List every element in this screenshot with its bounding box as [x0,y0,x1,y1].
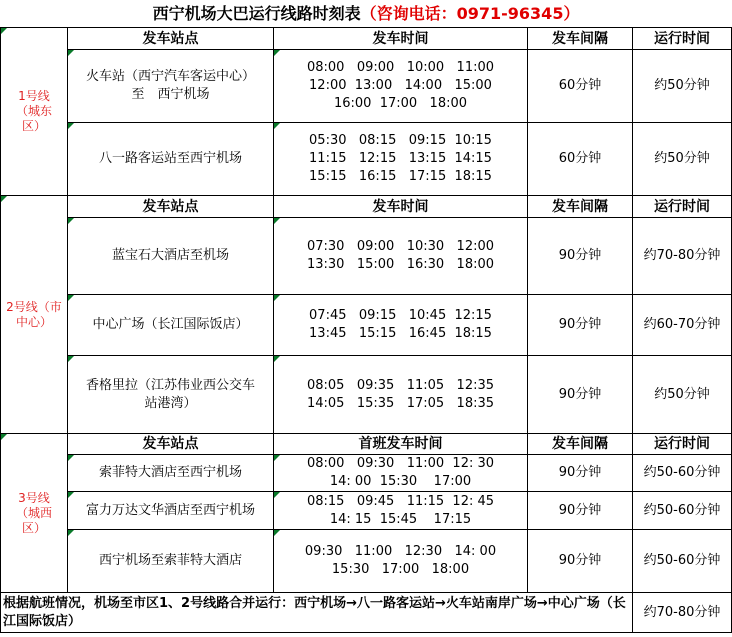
line3-header-row [1,434,732,455]
times-cell: 05:30 08:15 09:15 10:15 11:15 12:15 13:15 14:15 15:15 16:15 17:15 18:15 [274,123,528,196]
table-row [1,218,732,295]
duration-cell: 约50-60分钟 [633,455,732,492]
title-row [1,0,732,28]
station-cell: 中心广场（长江国际饭店） [68,295,274,356]
station-cell: 索菲特大酒店至西宁机场 [68,455,274,492]
line1-label: 1号线 （城东 区） [1,28,68,196]
interval-cell: 90分钟 [528,295,633,356]
header-interval: 发车间隔 [528,434,633,455]
header-time: 发车时间 [274,196,528,218]
hotline-text: （咨询电话：0971-96345） [360,3,580,23]
footer-note: 根据航班情况，机场至市区1、2号线路合并运行：西宁机场→八一路客运站→火车站南岸广场→中心广场（长江国际饭店） [1,593,633,633]
table-row [1,492,732,530]
station-cell: 香格里拉（江苏伟业西公交车 站港湾） [68,356,274,434]
table-row [1,530,732,593]
footer-duration: 约70-80分钟 [633,593,732,633]
station-cell: 火车站（西宁汽车客运中心） 至 西宁机场 [68,50,274,123]
times-cell: 07:30 09:00 10:30 12:00 13:30 15:00 16:30 18:00 [274,218,528,295]
interval-cell: 90分钟 [528,492,633,530]
interval-cell: 90分钟 [528,455,633,492]
times-cell: 07:45 09:15 10:45 12:15 13:45 15:15 16:45 18:15 [274,295,528,356]
table-row [1,50,732,123]
duration-cell: 约50分钟 [633,123,732,196]
header-station: 发车站点 [68,434,274,455]
page-title [1,0,732,28]
header-interval: 发车间隔 [528,196,633,218]
duration-cell: 约50-60分钟 [633,530,732,593]
station-cell: 蓝宝石大酒店至机场 [68,218,274,295]
station-cell: 西宁机场至索菲特大酒店 [68,530,274,593]
times-cell: 08:00 09:30 11:00 12: 30 14: 00 15:30 17:00 [274,455,528,492]
table-row [1,356,732,434]
times-cell: 09:30 11:00 12:30 14: 00 15:30 17:00 18:00 [274,530,528,593]
header-interval: 发车间隔 [528,28,633,50]
footer-row [1,593,732,633]
line3-label: 3号线 （城西 区） [1,434,68,593]
line2-label: 2号线（市 中心） [1,196,68,434]
interval-cell: 60分钟 [528,123,633,196]
duration-cell: 约50分钟 [633,356,732,434]
duration-cell: 约50-60分钟 [633,492,732,530]
interval-cell: 60分钟 [528,50,633,123]
duration-cell: 约50分钟 [633,50,732,123]
times-cell: 08:05 09:35 11:05 12:35 14:05 15:35 17:05 18:35 [274,356,528,434]
header-duration: 运行时间 [633,196,732,218]
title-main: 西宁机场大巴运行线路时刻表 [152,3,361,23]
header-station: 发车站点 [68,196,274,218]
line1-header-row [1,28,732,50]
interval-cell: 90分钟 [528,356,633,434]
header-station: 发车站点 [68,28,274,50]
interval-cell: 90分钟 [528,530,633,593]
times-cell: 08:15 09:45 11:15 12: 45 14: 15 15:45 17:15 [274,492,528,530]
times-cell: 08:00 09:00 10:00 11:00 12:00 13:00 14:00 15:00 16:00 17:00 18:00 [274,50,528,123]
header-duration: 运行时间 [633,434,732,455]
table-row [1,295,732,356]
table-row [1,455,732,492]
interval-cell: 90分钟 [528,218,633,295]
duration-cell: 约60-70分钟 [633,295,732,356]
station-cell: 八一路客运站至西宁机场 [68,123,274,196]
line2-header-row [1,196,732,218]
duration-cell: 约70-80分钟 [633,218,732,295]
header-duration: 运行时间 [633,28,732,50]
table-row [1,123,732,196]
station-cell: 富力万达文华酒店至西宁机场 [68,492,274,530]
header-first-time: 首班发车时间 [274,434,528,455]
header-time: 发车时间 [274,28,528,50]
